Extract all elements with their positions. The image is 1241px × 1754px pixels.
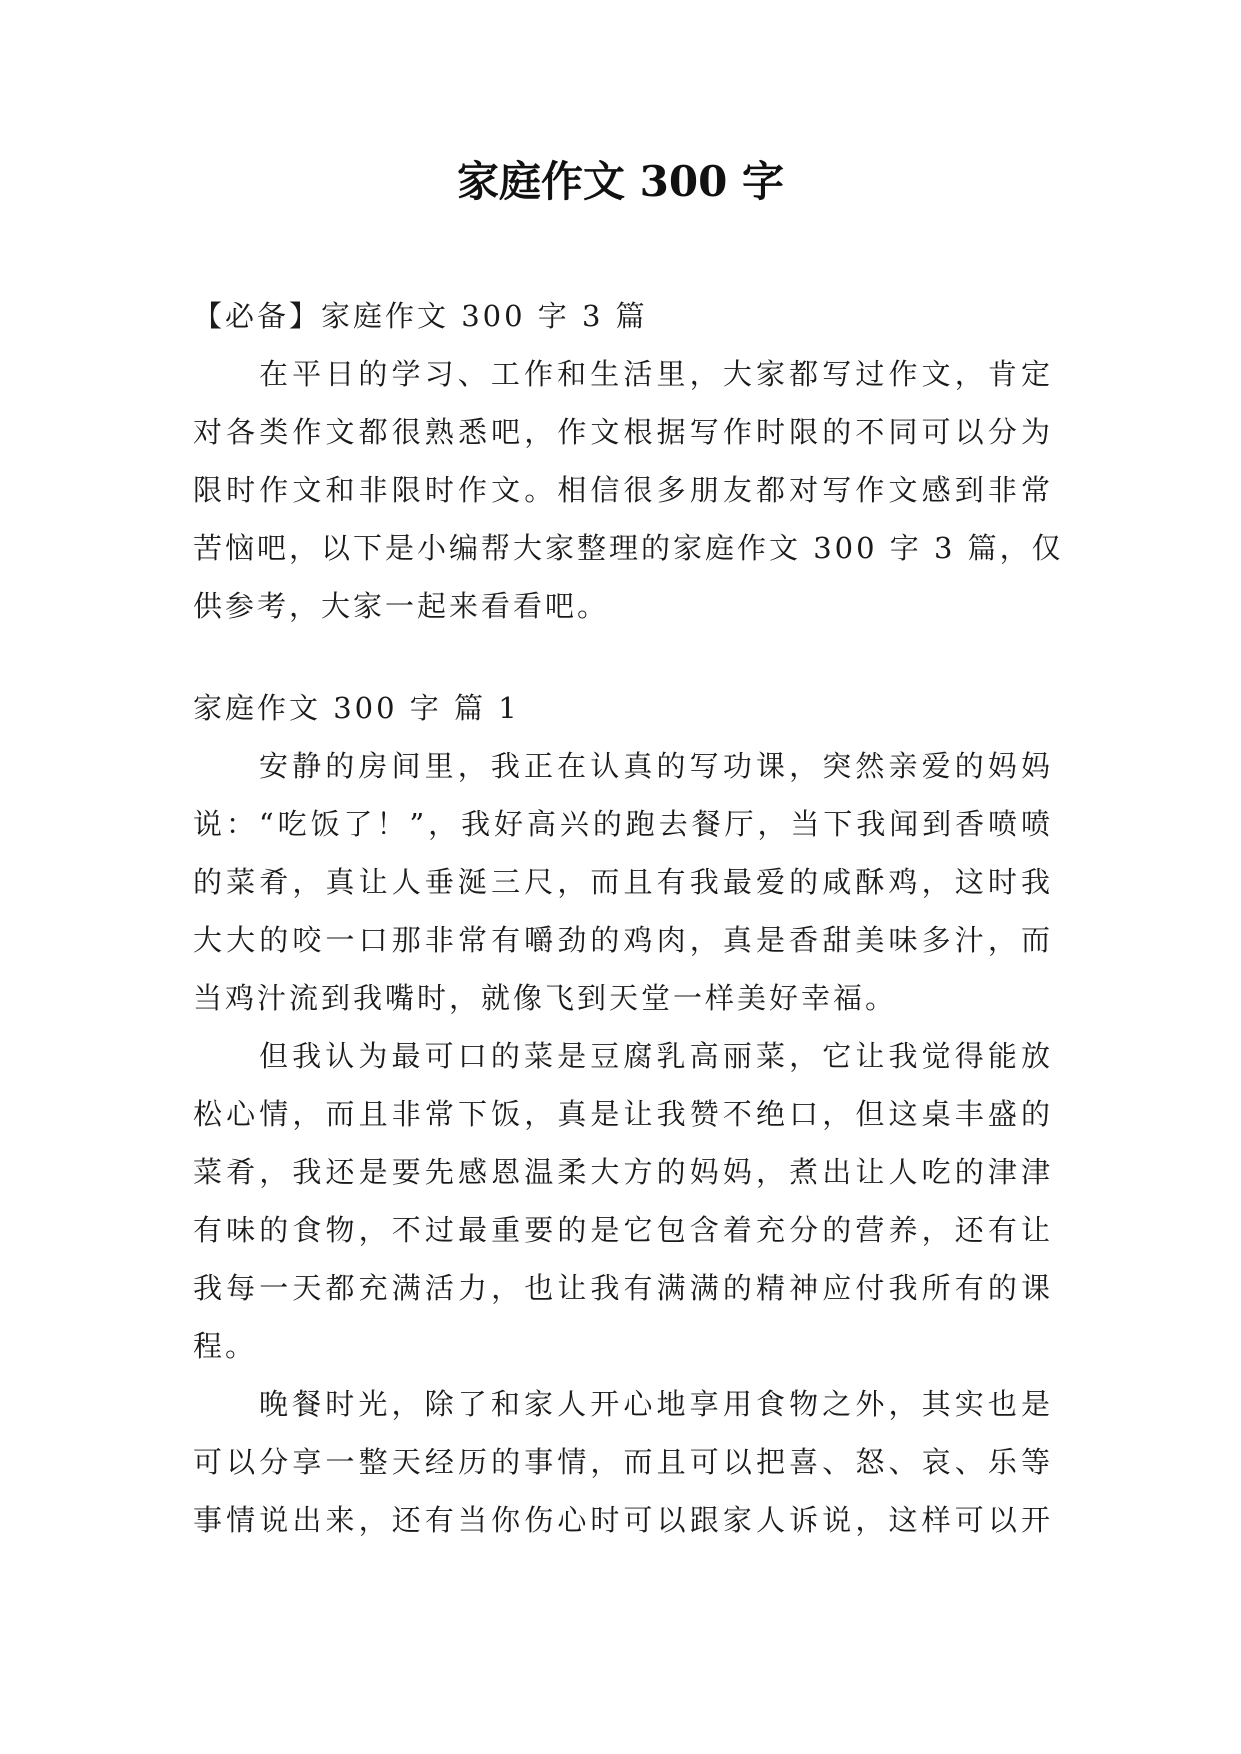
paragraph-line: 的菜肴，真让人垂涎三尺，而且有我最爱的咸酥鸡，这时我 xyxy=(193,865,1053,899)
paragraph-line: 大大的咬一口那非常有嚼劲的鸡肉，真是香甜美味多汁，而 xyxy=(193,923,1053,957)
section-heading: 家庭作文 300 字 篇 1 xyxy=(193,691,520,725)
document-body xyxy=(193,287,1064,1549)
paragraph-2 xyxy=(193,1027,1053,1375)
intro-paragraph xyxy=(193,345,1064,635)
intro-heading: 【必备】家庭作文 300 字 3 篇 xyxy=(193,299,648,333)
paragraph-line: 可以分享一整天经历的事情，而且可以把喜、怒、哀、乐等 xyxy=(193,1445,1053,1479)
section-spacer xyxy=(193,635,1053,679)
paragraph-line: 菜肴，我还是要先感恩温柔大方的妈妈，煮出让人吃的津津 xyxy=(193,1155,1053,1189)
paragraph-1 xyxy=(193,737,1053,1027)
paragraph-line: 说：“吃饭了！”，我好高兴的跑去餐厅，当下我闻到香喷喷 xyxy=(193,807,1053,841)
intro-paragraph-line: 苦恼吧，以下是小编帮大家整理的家庭作文 300 字 3 篇，仅 xyxy=(193,531,1064,565)
paragraph-line: 我每一天都充满活力，也让我有满满的精神应付我所有的课 xyxy=(193,1271,1053,1305)
paragraph-line: 晚餐时光，除了和家人开心地享用食物之外，其实也是 xyxy=(259,1387,1053,1421)
intro-paragraph-line: 对各类作文都很熟悉吧，作文根据写作时限的不同可以分为 xyxy=(193,415,1053,449)
paragraph-line: 当鸡汁流到我嘴时，就像飞到天堂一样美好幸福。 xyxy=(193,981,898,1015)
paragraph-line: 程。 xyxy=(193,1329,258,1363)
paragraph-line: 安静的房间里，我正在认真的写功课，突然亲爱的妈妈 xyxy=(259,749,1053,783)
paragraph-line: 事情说出来，还有当你伤心时可以跟家人诉说，这样可以开 xyxy=(193,1503,1053,1537)
intro-paragraph-line: 在平日的学习、工作和生活里，大家都写过作文，肯定 xyxy=(259,357,1053,391)
intro-paragraph-line: 供参考，大家一起来看看吧。 xyxy=(193,589,610,623)
document-title: 家庭作文 300 字 xyxy=(457,157,784,206)
paragraph-line: 但我认为最可口的菜是豆腐乳高丽菜，它让我觉得能放 xyxy=(259,1039,1053,1073)
paragraph-line: 有味的食物，不过最重要的是它包含着充分的营养，还有让 xyxy=(193,1213,1053,1247)
paragraph-3 xyxy=(193,1375,1053,1549)
paragraph-line: 松心情，而且非常下饭，真是让我赞不绝口，但这桌丰盛的 xyxy=(193,1097,1053,1131)
intro-paragraph-line: 限时作文和非限时作文。相信很多朋友都对写作文感到非常 xyxy=(193,473,1053,507)
